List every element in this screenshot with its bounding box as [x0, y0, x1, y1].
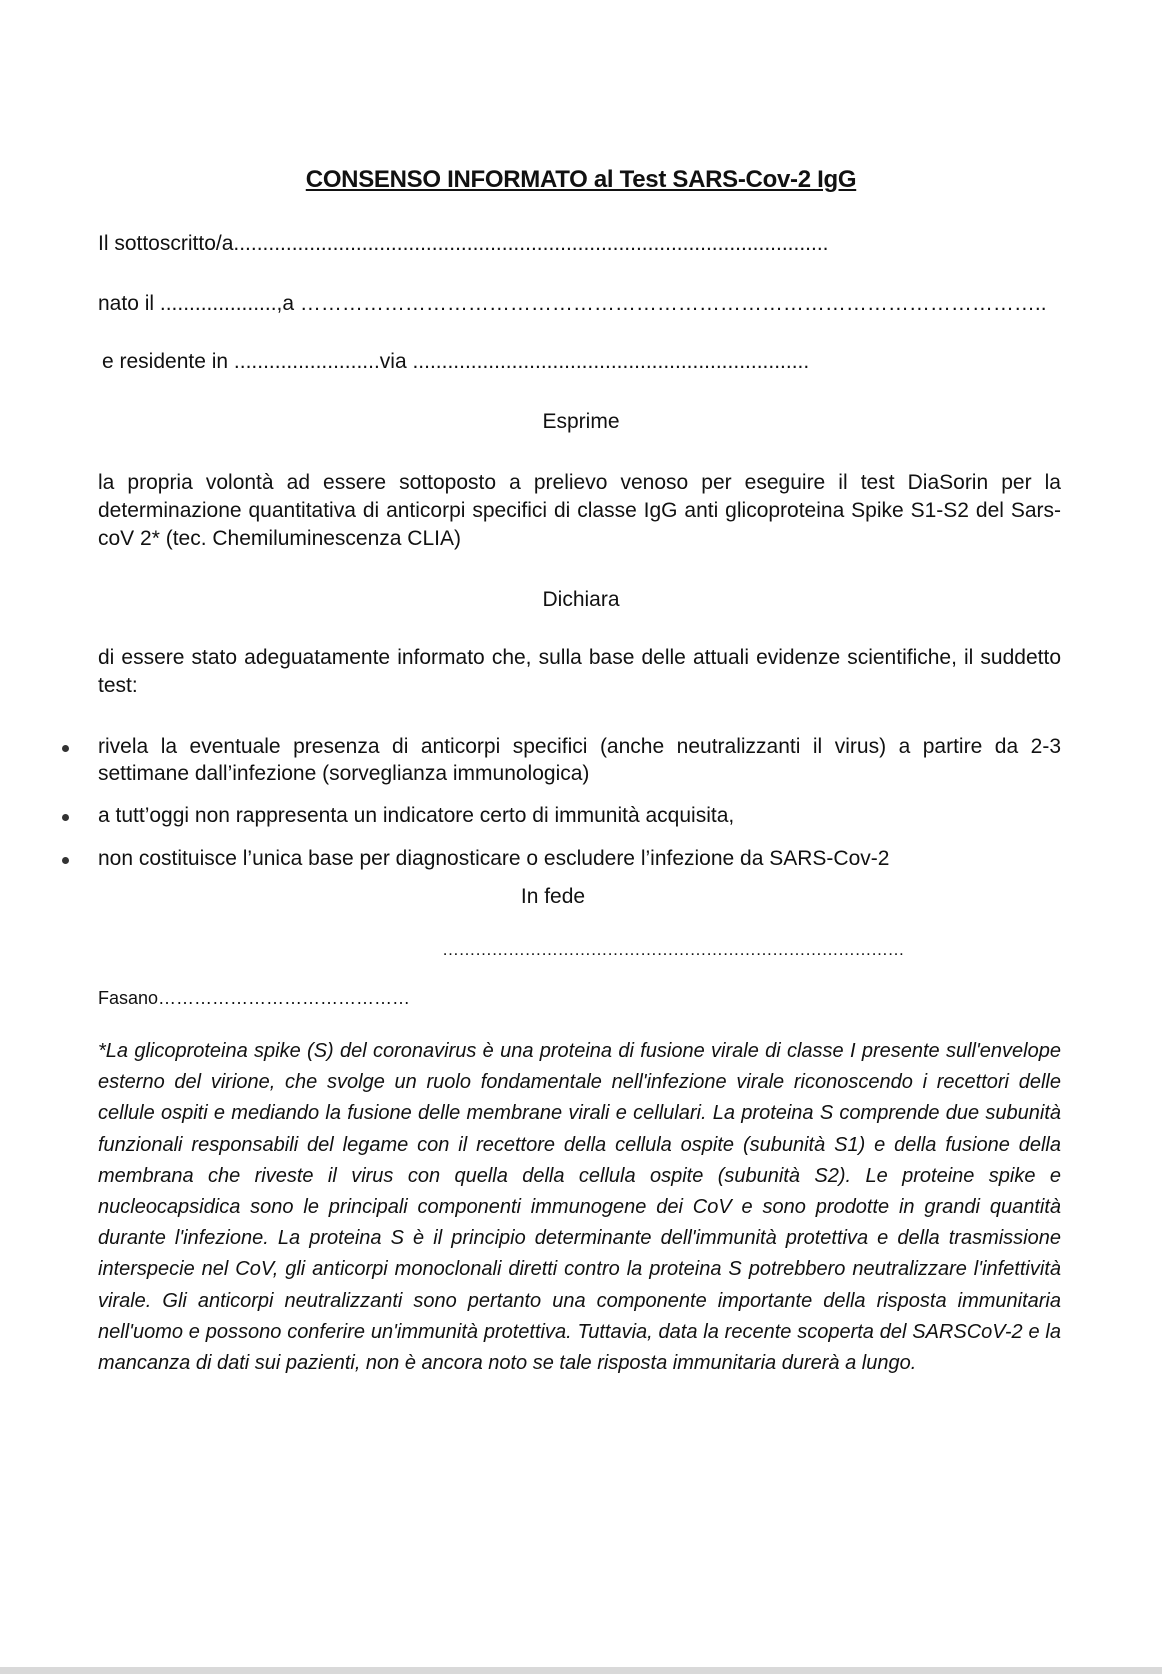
field-nato: nato il ....................,a …………………………………………………………………………………………….. [98, 292, 1047, 315]
list-item: rivela la eventuale presenza di anticorpi specifici (anche neutralizzanti il virus) a partire da 2-3 settimane dall’infezione (sorveglianza immunologica) [98, 733, 1061, 787]
heading-dichiara: Dichiara [542, 588, 620, 611]
list-item: a tutt’oggi non rappresenta un indicatore certo di immunità acquisita, [98, 802, 1061, 829]
bullet-icon [62, 814, 69, 821]
in-fede-label: In fede [520, 885, 586, 908]
bullet-icon [62, 857, 69, 864]
document-title: CONSENSO INFORMATO al Test SARS-Cov-2 IgG [305, 166, 857, 193]
paragraph-volonta: la propria volontà ad essere sottoposto a prelievo venoso per eseguire il test DiaSorin per la determinazione quantitativa di anticorpi specifici di classe IgG anti glicoproteina Spike S1-S2 del Sars-coV 2* (tec. Chemiluminescenza CLIA) [98, 471, 1061, 550]
field-sottoscritto: Il sottoscritto/a...................................................................................................... [98, 232, 829, 255]
heading-esprime: Esprime [542, 410, 620, 433]
paragraph-informato: di essere stato adeguatamente informato che, sulla base delle attuali evidenze scientifiche, il suddetto test: [98, 646, 1061, 697]
footnote-spike-protein: *La glicoproteina spike (S) del coronavirus è una proteina di fusione virale di classe I presente sull'envelope esterno del virione, che svolge un ruolo fondamentale nell'infezione virale riconoscendo i recettori delle cellule ospiti e mediando la fusione delle membrane virali e cellulari. La proteina S comprende due subunità funzionali responsabili del legame con il recettore della cellula ospite (subunità S1) e della fusione della membrana che riveste il virus con quella della cellula ospite (subunità S2). Le proteine spike e nucleocapsidica sono le principali componenti immunogene dei CoV e sono prodotte in grandi quantità durante l'infezione. La proteina S è il principio determinante dell'immunità protettiva e della trasmissione interspecie nel CoV, gli anticorpi monoclonali diretti contro la proteina S potrebbero neutralizzare l'infettività virale. Gli anticorpi neutralizzanti sono pertanto una componente importante della risposta immunitaria nell'uomo e possono conferire un'immunità protettiva. Tuttavia, data la recente scoperta del SARSCoV-2 e la mancanza di dati sui pazienti, non è ancora noto se tale risposta immunitaria durerà a lungo. [98, 1040, 1061, 1375]
bullet-icon [62, 745, 69, 752]
field-residente: e residente in .........................via .................................................................... [102, 350, 810, 373]
page-bottom-border [0, 1667, 1162, 1674]
signature-line: ………………………………………………………………………… [442, 940, 904, 959]
list-item: non costituisce l’unica base per diagnosticare o escludere l’infezione da SARS-Cov-2 [98, 845, 1061, 872]
place-date-field: Fasano…………………………………… [98, 988, 411, 1008]
